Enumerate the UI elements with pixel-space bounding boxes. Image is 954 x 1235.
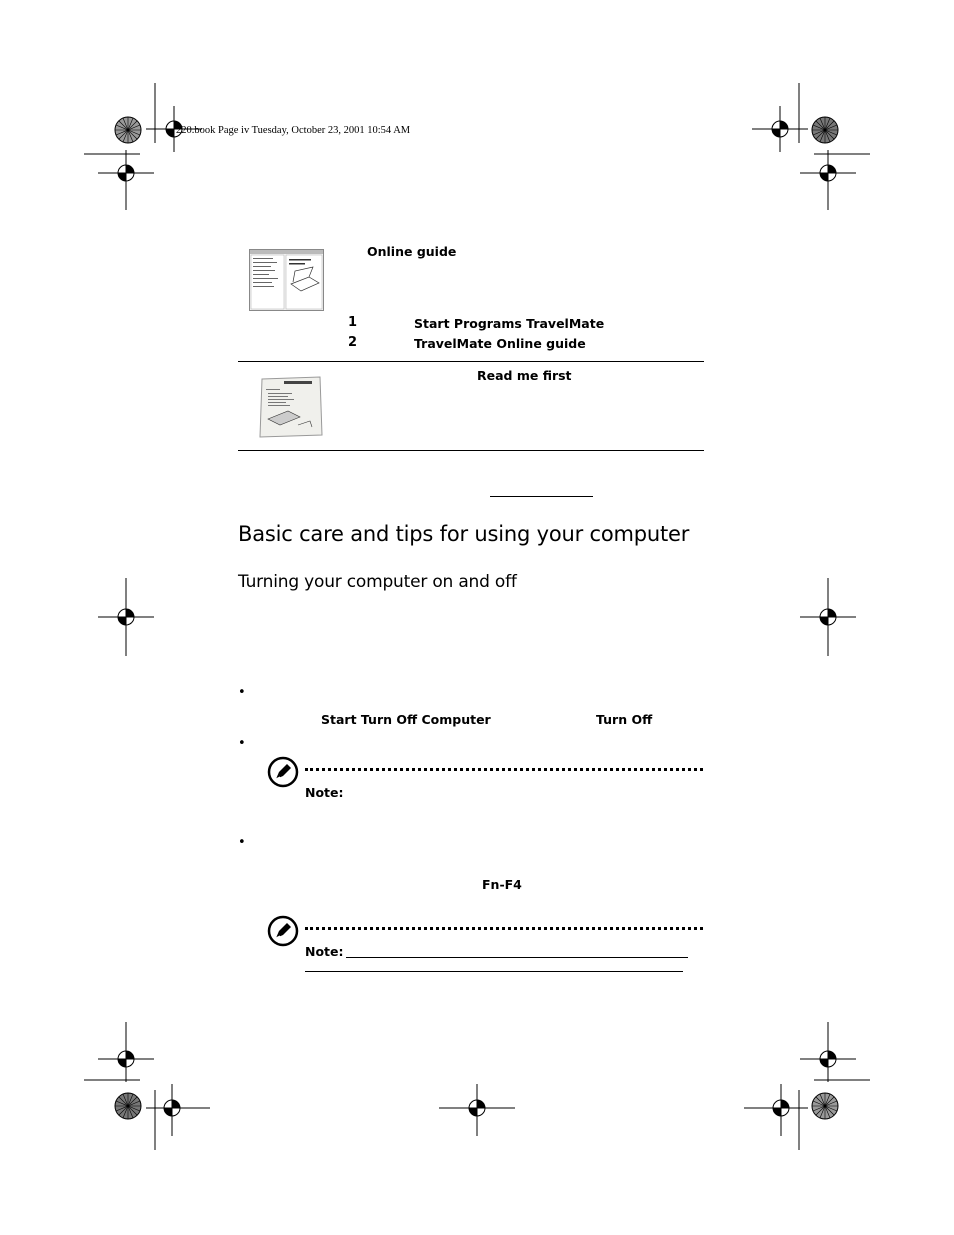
note-label: Note: bbox=[305, 944, 344, 959]
read-me-first-thumbnail bbox=[258, 375, 324, 439]
page-header-stamp: 220.book Page iv Tuesday, October 23, 2001 10:54 AM bbox=[176, 125, 411, 136]
note-pen-icon bbox=[267, 756, 299, 788]
crosshair-registration-icon bbox=[752, 106, 808, 152]
crosshair-registration-icon bbox=[800, 150, 856, 210]
step-number: 2 bbox=[348, 335, 358, 350]
crosshair-registration-icon bbox=[800, 1022, 856, 1082]
starburst-registration-icon bbox=[114, 1092, 142, 1120]
note-divider bbox=[305, 927, 703, 930]
turn-off-text: Turn Off bbox=[596, 712, 653, 727]
starburst-registration-icon bbox=[811, 116, 839, 144]
crosshair-registration-icon bbox=[744, 1084, 808, 1136]
bullet-marker: • bbox=[238, 685, 246, 700]
section-heading: Basic care and tips for using your computer bbox=[238, 522, 690, 546]
starburst-registration-icon bbox=[114, 116, 142, 144]
starburst-registration-icon bbox=[811, 1092, 839, 1120]
step-text: TravelMate Online guide bbox=[414, 336, 586, 351]
note-divider bbox=[305, 768, 703, 771]
online-guide-title: Online guide bbox=[367, 244, 457, 259]
short-underline bbox=[490, 496, 593, 497]
key-combo-text: Fn-F4 bbox=[482, 877, 522, 892]
bullet-marker: • bbox=[238, 736, 246, 751]
step-number: 1 bbox=[348, 315, 358, 330]
divider bbox=[238, 361, 704, 362]
step-text: Start Programs TravelMate bbox=[414, 316, 605, 331]
crosshair-registration-icon bbox=[439, 1084, 515, 1136]
divider bbox=[238, 450, 704, 451]
online-guide-thumbnail bbox=[249, 249, 324, 311]
crosshair-registration-icon bbox=[800, 578, 856, 656]
read-me-first-title: Read me first bbox=[477, 368, 572, 383]
note-label: Note: bbox=[305, 785, 344, 800]
note-underline bbox=[346, 957, 688, 958]
note-pen-icon bbox=[267, 915, 299, 947]
crosshair-registration-icon bbox=[98, 150, 154, 210]
menu-path-text: Start Turn Off Computer bbox=[321, 712, 491, 727]
crosshair-registration-icon bbox=[146, 1084, 210, 1136]
bullet-marker: • bbox=[238, 835, 246, 850]
section-subheading: Turning your computer on and off bbox=[238, 572, 517, 592]
crosshair-registration-icon bbox=[98, 578, 154, 656]
crosshair-registration-icon bbox=[98, 1022, 154, 1082]
note-underline bbox=[305, 971, 683, 972]
